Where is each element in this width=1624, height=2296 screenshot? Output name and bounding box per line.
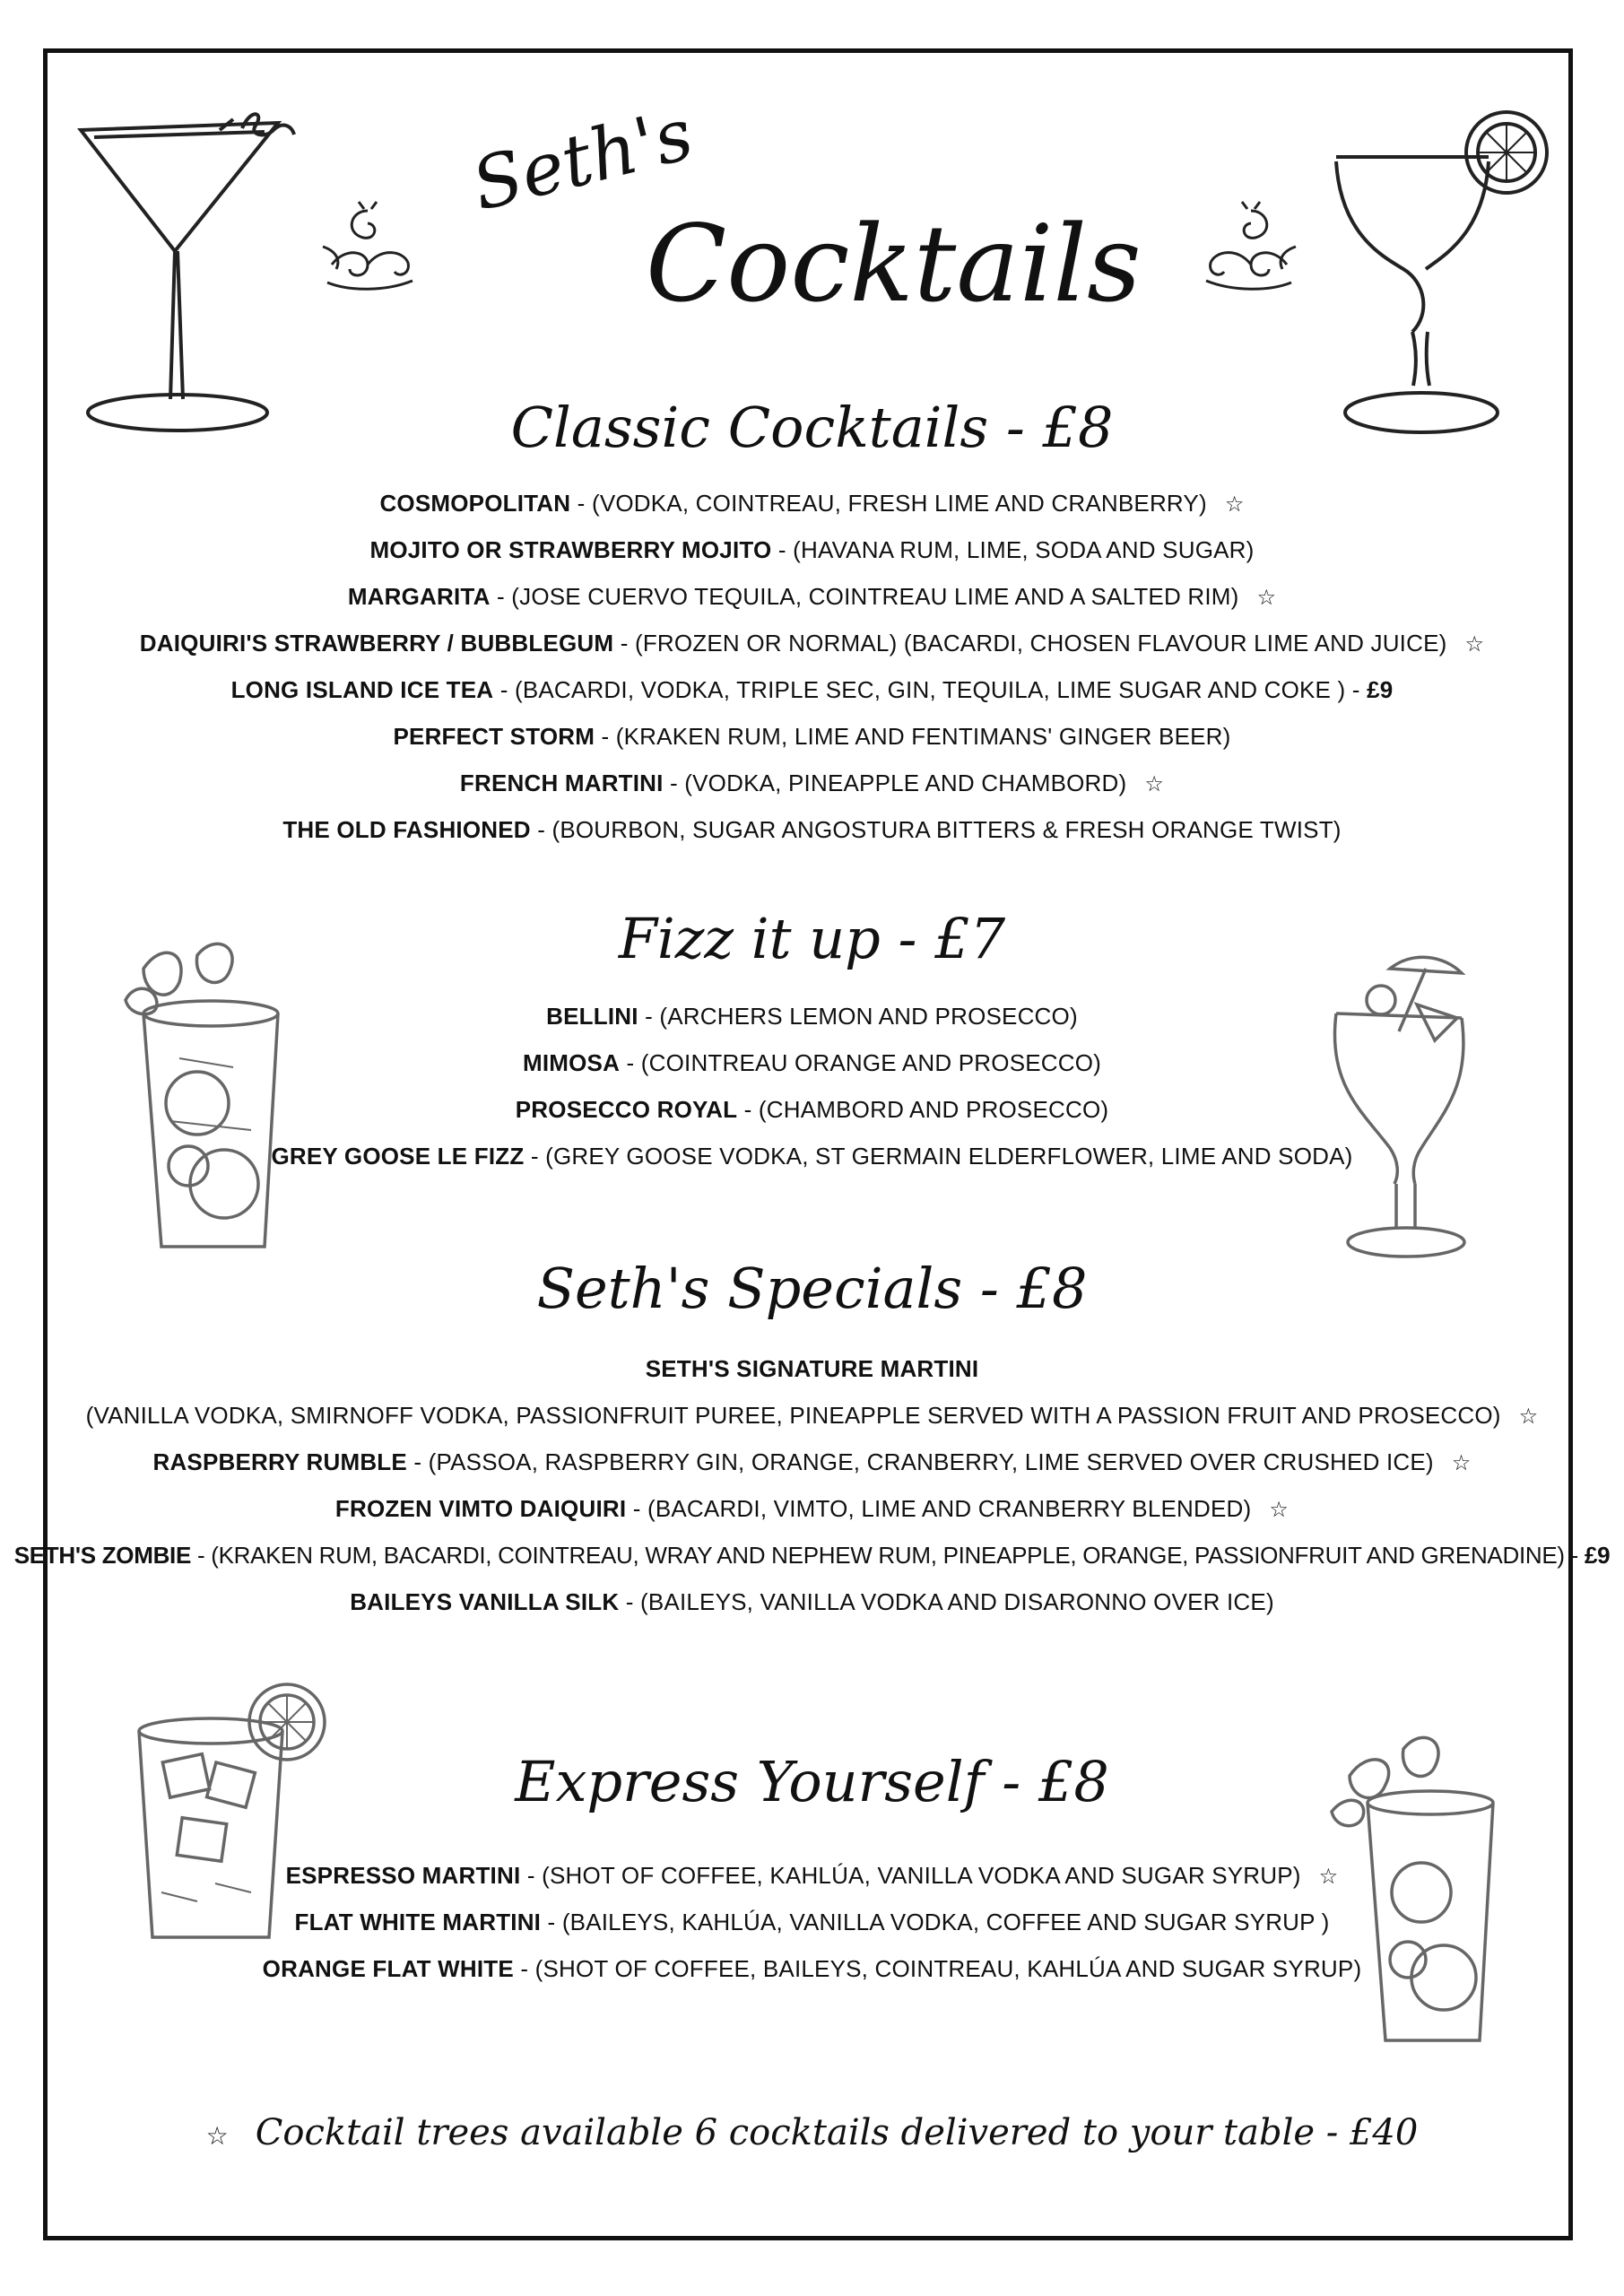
list-item: BAILEYS VANILLA SILK - (BAILEYS, VANILLA VODKA AND DISARONNO OVER ICE) — [350, 1588, 1274, 1615]
star-icon: ☆ — [1269, 1497, 1290, 1522]
list-item: ORANGE FLAT WHITE - (SHOT OF COFFEE, BAILEYS, COINTREAU, KAHLÚA AND SUGAR SYRUP) — [262, 1955, 1362, 1982]
section-heading-fizz: Fizz it up - £7 — [618, 906, 1006, 971]
list-item: FLAT WHITE MARTINI - (BAILEYS, KAHLÚA, VANILLA VODKA, COFFEE AND SUGAR SYRUP ) — [294, 1909, 1330, 1935]
star-icon: ☆ — [1144, 771, 1165, 796]
list-item: MARGARITA - (JOSE CUERVO TEQUILA, COINTREAU LIME AND A SALTED RIM) ☆ — [347, 583, 1277, 610]
section-heading-express: Express Yourself - £8 — [515, 1749, 1109, 1814]
list-item: THE OLD FASHIONED - (BOURBON, SUGAR ANGOSTURA BITTERS & FRESH ORANGE TWIST) — [282, 816, 1342, 843]
list-item: BELLINI - (ARCHERS LEMON AND PROSECCO) — [546, 1003, 1078, 1030]
list-item: COSMOPOLITAN - (VODKA, COINTREAU, FRESH LIME AND CRANBERRY) ☆ — [379, 490, 1245, 517]
list-item: MIMOSA - (COINTREAU ORANGE AND PROSECCO) — [522, 1049, 1102, 1076]
star-icon: ☆ — [205, 2121, 229, 2151]
star-icon: ☆ — [1518, 1404, 1539, 1429]
list-item: GREY GOOSE LE FIZZ - (GREY GOOSE VODKA, ST GERMAIN ELDERFLOWER, LIME AND SODA) — [271, 1143, 1353, 1170]
list-item: FRENCH MARTINI - (VODKA, PINEAPPLE AND CHAMBORD) ☆ — [459, 770, 1165, 796]
list-item: SETH'S SIGNATURE MARTINI — [645, 1355, 979, 1382]
fizz-list — [0, 993, 1624, 1179]
classic-list — [0, 480, 1624, 853]
star-icon: ☆ — [1451, 1450, 1472, 1475]
flourish-ornament-icon — [314, 193, 421, 309]
footer-text: Cocktail trees available 6 cocktails delivered to your table - £40 — [255, 2112, 1419, 2153]
list-item: PROSECCO ROYAL - (CHAMBORD AND PROSECCO) — [515, 1096, 1109, 1123]
list-item: (VANILLA VODKA, SMIRNOFF VODKA, PASSIONFRUIT PUREE, PINEAPPLE SERVED WITH A PASSION FRUIT AND PROSECCO) ☆ — [85, 1402, 1539, 1429]
list-item: SETH'S ZOMBIE - (KRAKEN RUM, BACARDI, COINTREAU, WRAY AND NEPHEW RUM, PINEAPPLE, ORANGE, PASSIONFRUIT AND GRENADINE) - £9 — [13, 1542, 1611, 1569]
title-seths: Seth's — [464, 91, 701, 227]
section-heading-specials: Seth's Specials - £8 — [536, 1256, 1088, 1321]
specials-list — [0, 1345, 1624, 1625]
star-icon: ☆ — [1256, 585, 1277, 610]
list-item: ESPRESSO MARTINI - (SHOT OF COFFEE, KAHLÚA, VANILLA VODKA AND SUGAR SYRUP) ☆ — [285, 1862, 1339, 1889]
section-heading-classic: Classic Cocktails - £8 — [510, 395, 1114, 460]
martini-glass-icon — [72, 103, 305, 444]
list-item: DAIQUIRI'S STRAWBERRY / BUBBLEGUM - (FROZEN OR NORMAL) (BACARDI, CHOSEN FLAVOUR LIME AND JUICE) ☆ — [139, 630, 1485, 657]
list-item: MOJITO OR STRAWBERRY MOJITO - (HAVANA RUM, LIME, SODA AND SUGAR) — [369, 536, 1255, 563]
flourish-ornament-icon — [1197, 193, 1305, 309]
express-list — [0, 1852, 1624, 1992]
star-icon: ☆ — [1318, 1864, 1339, 1889]
star-icon: ☆ — [1464, 631, 1485, 657]
list-item: LONG ISLAND ICE TEA - (BACARDI, VODKA, TRIPLE SEC, GIN, TEQUILA, LIME SUGAR AND COKE ) - £9 — [230, 676, 1394, 703]
list-item: RASPBERRY RUMBLE - (PASSOA, RASPBERRY GIN, ORANGE, CRANBERRY, LIME SERVED OVER CRUSHED ICE) ☆ — [152, 1448, 1472, 1475]
footer-note — [0, 2112, 1624, 2153]
title-cocktails: Cocktails — [646, 202, 1142, 326]
list-item: FROZEN VIMTO DAIQUIRI - (BACARDI, VIMTO, LIME AND CRANBERRY BLENDED) ☆ — [334, 1495, 1290, 1522]
star-icon: ☆ — [1224, 491, 1245, 517]
list-item: PERFECT STORM - (KRAKEN RUM, LIME AND FENTIMANS' GINGER BEER) — [393, 723, 1231, 750]
